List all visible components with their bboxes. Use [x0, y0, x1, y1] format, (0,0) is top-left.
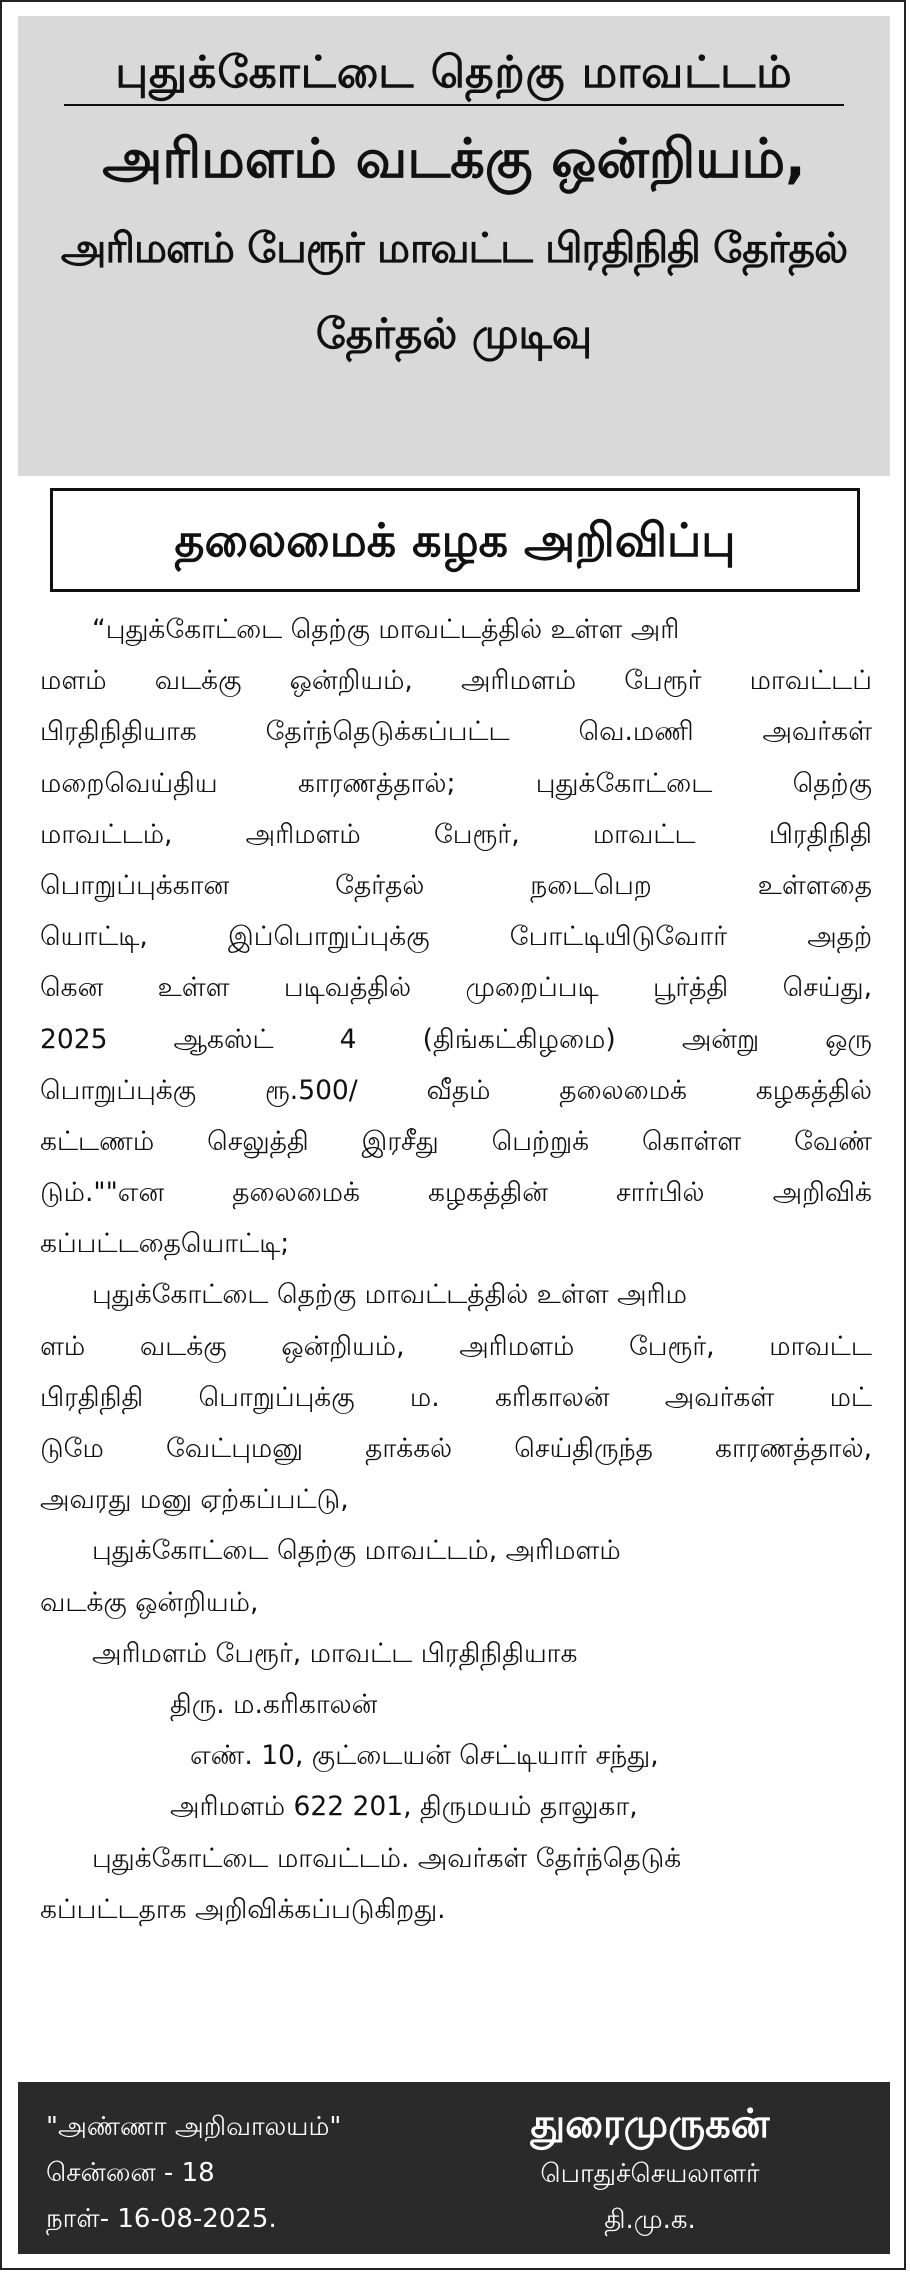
body-line: கென உள்ள படிவத்தில் முறைப்படி பூர்த்தி செய்து,: [40, 972, 872, 1004]
body-line: பிரதிநிதியாக தேர்ந்தெடுக்கப்பட்ட வெ.மணி அவர்கள்: [40, 716, 872, 748]
footer-office-block: [46, 2104, 341, 2242]
party-name: தி.மு.க.: [604, 2205, 696, 2235]
office-name: "அண்ணா அறிவாலயம்": [46, 2112, 342, 2142]
body-line: டும்.""என தலைமைக் கழகத்தின் சார்பில் அறிவிக்: [40, 1177, 872, 1209]
notice-title: தலைமைக் கழக அறிவிப்பு: [50, 488, 860, 592]
body-line: பிரதிநிதி பொறுப்புக்கு ம. கரிகாலன் அவர்கள் மட்: [40, 1381, 872, 1413]
body-line: பொறுப்புக்கு ரூ.500/ வீதம் தலைமைக் கழகத்தில்: [40, 1074, 872, 1106]
body-line: அரிமளம் பேரூர், மாவட்ட பிரதிநிதியாக: [92, 1637, 578, 1669]
body-line: புதுக்கோட்டை மாவட்டம். அவர்கள் தேர்ந்தெடுக்: [92, 1842, 682, 1874]
body-line: கப்பட்டதாக அறிவிக்கப்படுகிறது.: [40, 1893, 446, 1925]
body-line: வடக்கு ஒன்றியம்,: [40, 1586, 259, 1618]
body-line: டுமே வேட்புமனு தாக்கல் செய்திருந்த காரணத்தால்,: [40, 1433, 872, 1465]
notice-header: [18, 16, 890, 476]
heading-underline: [64, 104, 844, 106]
body-line: கட்டணம் செலுத்தி இரசீது பெற்றுக் கொள்ள வேண்: [40, 1125, 872, 1157]
body-line: 2025 ஆகஸ்ட் 4 (திங்கட்கிழமை) அன்று ஒரு: [40, 1023, 872, 1055]
result-heading: தேர்தல் முடிவு: [315, 309, 593, 358]
signatory-name: துரைமுருகன்: [530, 2101, 770, 2147]
winner-address-line: அரிமளம் 622 201, திருமயம் தாலுகா,: [170, 1791, 638, 1823]
body-line: “புதுக்கோட்டை தெற்கு மாவட்டத்தில் உள்ள அரி: [92, 614, 680, 645]
body-line: பொறுப்புக்கான தேர்தல் நடைபெற உள்ளதை: [40, 869, 872, 901]
body-line: கப்பட்டதையொட்டி;: [40, 1228, 290, 1260]
union-heading: அரிமளம் வடக்கு ஒன்றியம்,: [102, 127, 806, 190]
notice-body: [40, 604, 872, 1935]
body-line: மாவட்டம், அரிமளம் பேரூர், மாவட்ட பிரதிநிதி: [40, 818, 872, 850]
body-line: புதுக்கோட்டை தெற்கு மாவட்டத்தில் உள்ள அரிம: [92, 1279, 687, 1311]
signatory-designation: பொதுச்செயலாளர்: [540, 2159, 760, 2189]
body-line: மளம் வடக்கு ஒன்றியம், அரிமளம் பேரூர் மாவட்டப்: [40, 665, 872, 697]
election-heading: அரிமளம் பேரூர் மாவட்ட பிரதிநிதி தேர்தல்: [60, 224, 848, 272]
notice-date: நாள்- 16-08-2025.: [46, 2204, 277, 2234]
winner-address-line: எண். 10, குட்டையன் செட்டியார் சந்து,: [190, 1740, 659, 1772]
body-line: யொட்டி, இப்பொறுப்புக்கு போட்டியிடுவோர் அதற்: [40, 921, 872, 953]
body-line: மறைவெய்திய காரணத்தால்; புதுக்கோட்டை தெற்கு: [40, 767, 872, 799]
footer-signatory-block: [450, 2096, 850, 2244]
body-line: அவரது மனு ஏற்கப்பட்டு,: [40, 1484, 349, 1516]
district-heading: புதுக்கோட்டை தெற்கு மாவட்டம்: [115, 47, 793, 98]
body-line: புதுக்கோட்டை தெற்கு மாவட்டம், அரிமளம்: [92, 1535, 621, 1567]
body-line: ளம் வடக்கு ஒன்றியம், அரிமளம் பேரூர், மாவட்ட: [40, 1330, 872, 1362]
office-city: சென்னை - 18: [46, 2158, 215, 2188]
winner-name: திரு. ம.கரிகாலன்: [170, 1689, 378, 1721]
notice-footer: [18, 2082, 890, 2254]
